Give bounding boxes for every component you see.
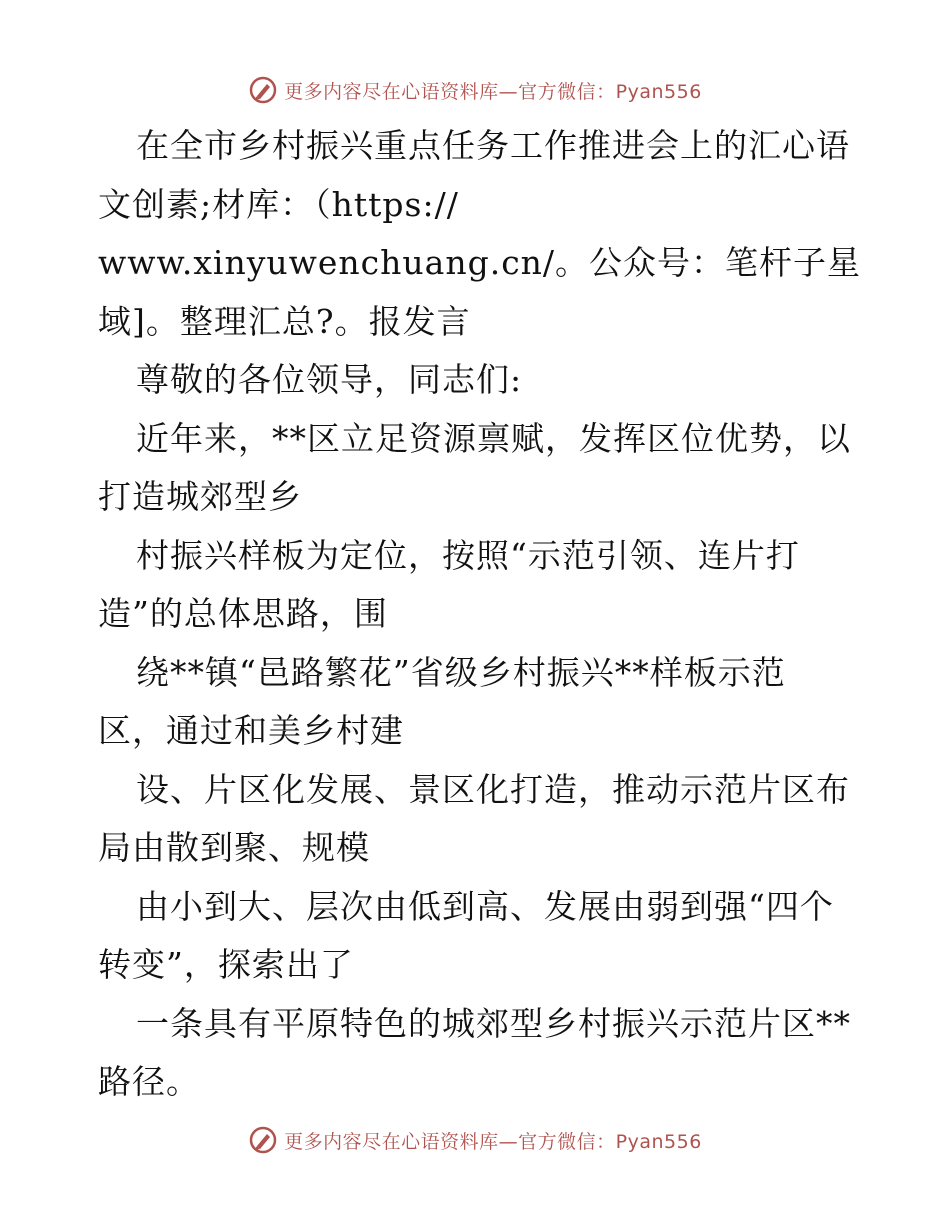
text-line: 转变”，探索出了 [98,945,354,984]
text-line: 近年来，**区立足资源禀赋，发挥区位优势，以 [136,418,851,458]
header-banner [0,70,950,110]
text-line: 在全市乡村振兴重点任务工作推进会上的汇心语 [136,126,850,165]
text-line: 局由散到聚、规模 [98,828,370,867]
text-line: www.xinyuwenchuang.cn/。公众号：笔杆子星 [98,243,862,282]
text-line: 绕**镇“邑路繁花”省级乡村振兴**样板示范 [136,652,786,692]
pen-logo-icon [248,1125,278,1155]
pen-logo-icon [248,75,278,105]
text-line: 造”的总体思路，围 [98,594,388,633]
text-line: 打造城郊型乡 [98,477,302,516]
footer-banner-text: 更多内容尽在心语资料库—官方微信：Pyan556 [284,1130,702,1153]
text-line: 尊敬的各位领导，同志们: [136,360,523,399]
text-line: 由小到大、层次由低到高、发展由弱到强“四个 [136,886,834,926]
document-body [98,117,862,1112]
text-line: 域]。整理汇总?。报发言 [98,301,471,341]
text-line: 设、片区化发展、景区化打造，推动示范片区布 [136,769,850,809]
text-line: 文创素;材库：（https:// [98,184,459,224]
footer-banner [0,1120,950,1160]
text-line: 路径。 [98,1062,200,1101]
text-line: 区，通过和美乡村建 [98,711,404,750]
text-line: 一条具有平原特色的城郊型乡村振兴示范片区** [136,1003,851,1043]
text-line: 村振兴样板为定位，按照“示范引领、连片打 [136,535,800,575]
header-banner-text: 更多内容尽在心语资料库—官方微信：Pyan556 [284,80,702,103]
